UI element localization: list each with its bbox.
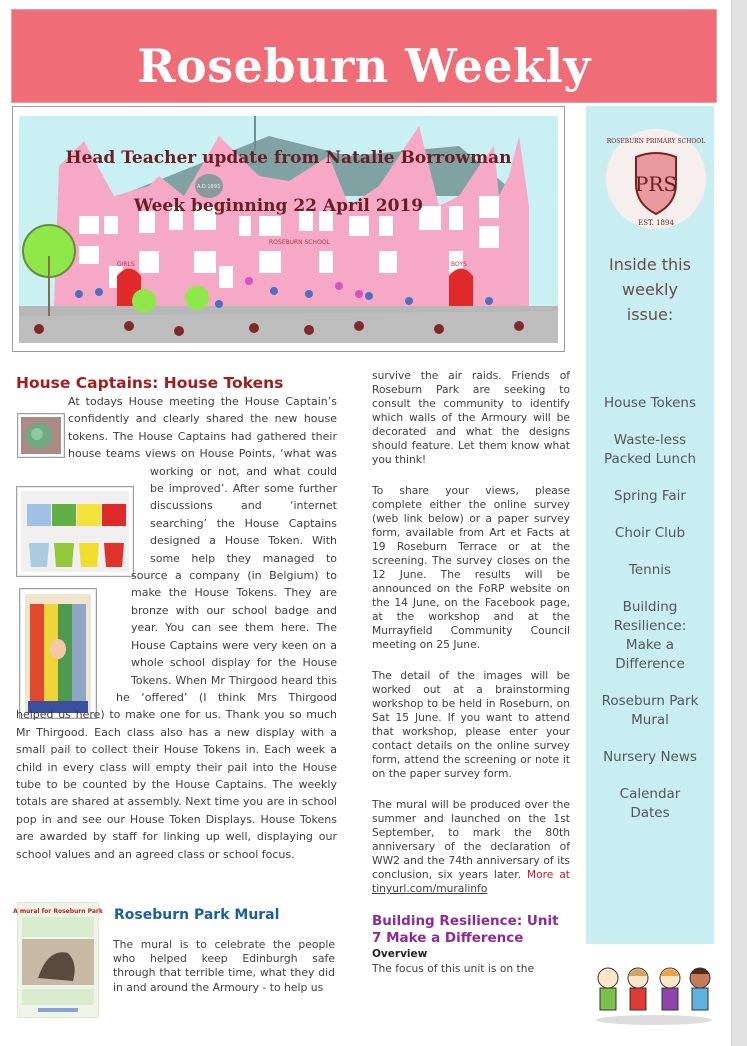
mural-continued-column — [372, 369, 570, 977]
mural-paragraph: survive the air raids. Friends of Roseburn Park are seeking to consult the community to identify which walls of the Armoury will be decorated and what the designs should feature. Let them know what you think! — [372, 369, 570, 466]
wrap-spacer — [16, 688, 116, 706]
hero-date: Week beginning 22 April 2019 — [133, 196, 424, 216]
building-resilience-heading: Building Resilience: Unit 7 Make a Difference — [372, 913, 559, 946]
crest-top-text: ROSEBURN PRIMARY SCHOOL — [606, 138, 706, 145]
crest-monogram: PRS — [634, 172, 678, 196]
heading-line: weekly — [622, 280, 678, 299]
more-at-label: More at — [526, 868, 570, 881]
children-holding-hands-image — [590, 958, 718, 1028]
hero-banner — [12, 106, 565, 352]
contents-item-spring-fair[interactable]: Spring Fair — [614, 488, 686, 504]
contents-item-calendar-dates[interactable]: Calendar Dates — [619, 786, 681, 821]
poster-title: A mural for Roseburn Park — [13, 908, 103, 915]
heading-line: Inside this — [609, 255, 691, 274]
mural-poster-image — [13, 902, 103, 1018]
inside-issue-heading — [586, 252, 714, 327]
school-crest-logo — [606, 129, 706, 229]
heading-line: issue: — [626, 305, 674, 324]
contents-item-waste-less-lunch[interactable]: Waste-less Packed Lunch — [603, 432, 697, 467]
mural-paragraph: The detail of the images will be worked out at a brainstorming workshop to be held in Roseburn, on Sat 15 June. If you want to attend that workshop, please enter your contact details on the online survey form, attend the screening or note it on the paper survey form. — [372, 669, 570, 780]
boys-sign-label: BOYS — [451, 261, 467, 268]
contents-item-building-resilience[interactable]: Building Resilience: Make a Difference — [613, 599, 687, 672]
contents-item-tennis[interactable]: Tennis — [628, 562, 672, 578]
school-illustration — [19, 116, 558, 343]
house-tokens-heading: House Captains: House Tokens — [16, 374, 284, 392]
mural-intro-text: The mural is to celebrate the people who helped keep Edinburgh safe through that terrible time, what they did in and around the Armoury - to help us — [113, 938, 335, 994]
wrap-spacer — [16, 463, 150, 566]
mural-info-link[interactable]: tinyurl.com/muralinfo — [372, 882, 488, 895]
masthead-banner — [11, 9, 717, 103]
resilience-intro-text: The focus of this unit is on the — [372, 962, 535, 975]
house-tokens-text: At todays House meeting the House Captain’s confidently and clearly shared the new house tokens. The House Captains had gathered their house teams views on House Points, ‘what was working or not, and what could be improved’. After some further discussions and ‘internet searching’ the House Captains designed a House Token. With some help they managed to source a company (in Belgium) to make the House Tokens. They are bronze with our school badge and year. You can see them here. The House Captains were very keen on a whole school display for the House Tokens. When Mr Thirgood heard this he ‘offered’ (I think Mrs Thirgood helped us here) to make one for us. Thank you so much Mr Thirgood. Each class also has a new display with a small pail to collect their House Tokens in. Each week a child in every class will empty their pail into the House tube to be counted by the House Captains. The weekly totals are shared at assembly. Next time you are in school pop in and see our House Token Displays. House Tokens are awarded by staff for linking up well, displaying our school values and an agreed class or school focus. — [16, 395, 337, 861]
girls-sign-label: GIRLS — [117, 261, 135, 268]
crest-est-text: EST. 1894 — [638, 219, 674, 227]
contents-item-choir-club[interactable]: Choir Club — [614, 525, 686, 541]
mural-paragraph-text: The mural will be produced over the summer and launched on the 1st September, to mark the 80th anniversary of the declaration of WW2 and the 74th anniversary of its conclusion, six years later. — [372, 798, 570, 881]
contents-item-house-tokens[interactable]: House Tokens — [603, 395, 697, 411]
plaque-label: A.D.1893 — [197, 184, 221, 190]
roseburn-park-mural-heading: Roseburn Park Mural — [114, 907, 280, 923]
mural-paragraph: To share your views, please complete either the online survey (web link below) or a paper survey form, available from Art et Facts at 19 Roseburn Terrace or at the screening. The survey closes on the 12 June. The results will be announced on the FoRP website on the 14 June, on the Facebook page, at the workshop and at the Murrayfield Community Council meeting on 25 June. — [372, 484, 570, 651]
wrap-spacer — [16, 566, 131, 688]
hero-heading: Head Teacher update from Natalie Borrowman — [65, 148, 512, 168]
sidebar-contents — [586, 106, 714, 944]
overview-subheading: Overview — [372, 948, 428, 960]
contents-item-roseburn-park-mural[interactable]: Roseburn Park Mural — [601, 693, 699, 728]
school-sign-label: ROSEBURN SCHOOL — [269, 239, 330, 246]
mural-paragraph — [372, 798, 570, 896]
house-tokens-body — [16, 393, 337, 863]
scrollbar[interactable] — [731, 0, 747, 1046]
newsletter-title: Roseburn Weekly — [137, 39, 591, 93]
contents-list — [586, 394, 714, 841]
contents-item-nursery-news[interactable]: Nursery News — [603, 749, 697, 765]
wrap-spacer — [16, 393, 68, 463]
